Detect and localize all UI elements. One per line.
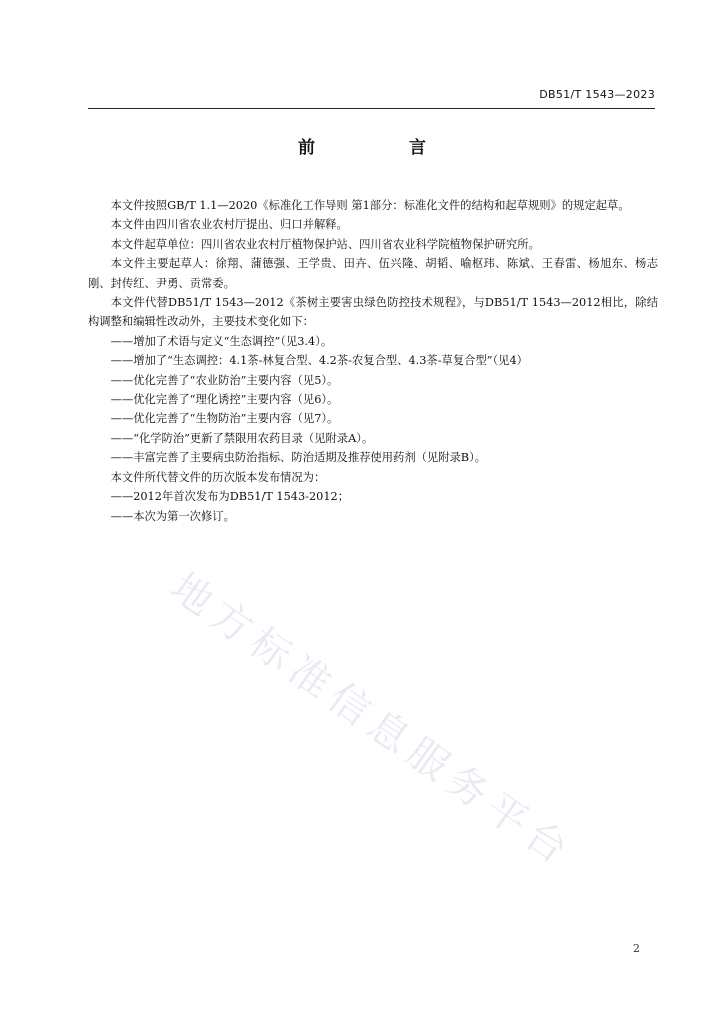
change-item: ——优化完善了“生物防治”主要内容（见7）。 <box>110 412 339 426</box>
change-item: ——增加了术语与定义“生态调控”（见3.4）。 <box>110 334 333 348</box>
document-body <box>88 196 658 526</box>
change-item: ——优化完善了“理化诱控”主要内容（见6）。 <box>110 393 339 407</box>
change-item: ——增加了“生态调控：4.1茶-林复合型、4.2茶-农复合型、4.3茶-草复合型”（见4） <box>110 354 528 368</box>
history-item: ——2012年首次发布为DB51/T 1543-2012； <box>110 490 349 504</box>
watermark: 地方标准信息服务平台 <box>162 564 582 878</box>
paragraph-drafters: 本文件主要起草人：徐翔、蒲德强、王学贵、田卉、伍兴隆、胡韬、喻枢玮、陈斌、王春雷、杨旭东、杨志刚、封传红、尹勇、贡常委。 <box>88 257 658 290</box>
paragraph-replacement: 本文件代替DB51/T 1543—2012《茶树主要害虫绿色防控技术规程》，与DB51/T 1543—2012相比，除结构调整和编辑性改动外，主要技术变化如下： <box>88 296 658 329</box>
history-item: ——本次为第一次修订。 <box>110 509 235 523</box>
standard-code: DB51/T 1543—2023 <box>539 88 655 101</box>
header-rule <box>88 108 655 109</box>
paragraph-proposer: 本文件由四川省农业农村厅提出、归口并解释。 <box>110 218 348 232</box>
page-number: 2 <box>633 942 640 955</box>
page-title: 前 言 <box>298 138 470 158</box>
paragraph-drafting-rules: 本文件按照GB/T 1.1—2020《标准化工作导则 第1部分：标准化文件的结构和起草规则》的规定起草。 <box>110 199 630 212</box>
change-item: ——丰富完善了主要病虫防治指标、防治适期及推荐使用药剂（见附录B）。 <box>110 451 487 465</box>
history-intro: 本文件所代替文件的历次版本发布情况为： <box>110 470 326 484</box>
paragraph-drafting-units: 本文件起草单位：四川省农业农村厅植物保护站、四川省农业科学院植物保护研究所。 <box>110 237 540 251</box>
change-item: ——优化完善了“农业防治”主要内容（见5）。 <box>110 373 339 387</box>
change-item: ——“化学防治”更新了禁限用农药目录（见附录A）。 <box>110 431 374 445</box>
